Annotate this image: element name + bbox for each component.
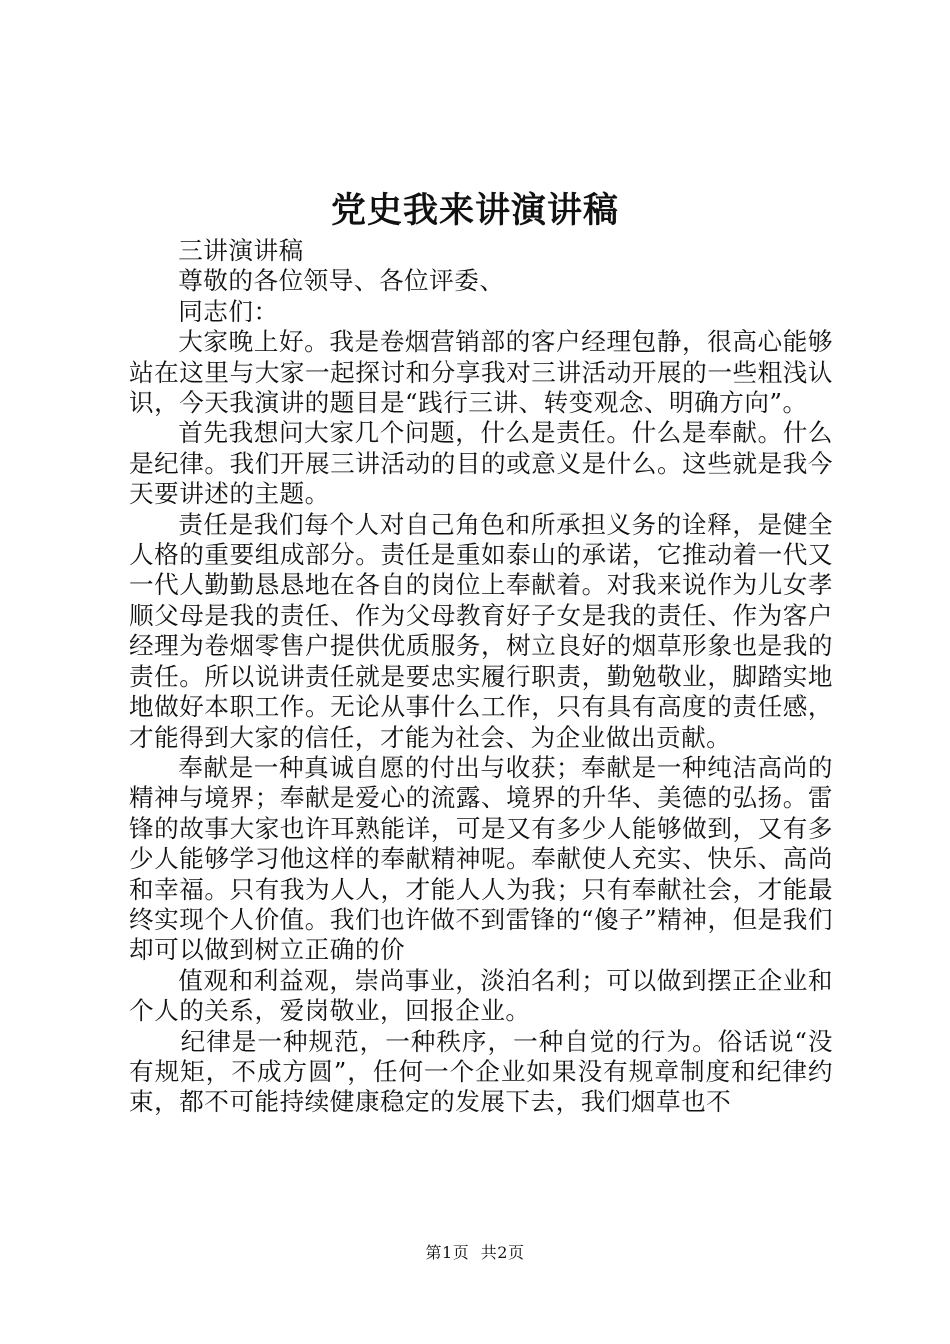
paragraph-subtitle: 三讲演讲稿 — [178, 236, 304, 265]
page-total: 共2页 — [480, 1243, 525, 1262]
paragraph-dedication: 奉献是一种真诚自愿的付出与收获；奉献是一种纯洁高尚的精神与境界；奉献是爱心的流露、境界的升华、美德的弘扬。雷锋的故事大家也许耳熟能详，可是又有多少人能够做到，又有多少人能够学习他这样的奉献精神呢。奉献使人充实、快乐、高尚和幸福。只有我为人人，才能人人为我；只有奉献社会，才能最终实现个人价值。我们也许做不到雷锋的“傻子”精神，但是我们却可以做到树立正确的价 — [129, 752, 833, 965]
paragraph-salutation: 尊敬的各位领导、各位评委、 — [178, 266, 505, 296]
paragraph-discipline: 纪律是一种规范，一种秩序，一种自觉的行为。俗话说“没有规矩，不成方圆”，任何一个企业如果没有规章制度和纪律约束，都不可能持续健康稳定的发展下去，我们烟草也不 — [129, 1026, 833, 1117]
paragraph-greeting: 大家晚上好。我是卷烟营销部的客户经理包静，很高心能够站在这里与大家一起探讨和分享我对三讲活动开展的一些粗浅认识，今天我演讲的题目是“践行三讲、转变观念、明确方向”。 — [129, 327, 833, 418]
paragraph-values: 值观和利益观，崇尚事业，淡泊名利；可以做到摆正企业和个人的关系，爱岗敬业，回报企业。 — [129, 965, 833, 1026]
document-body — [129, 236, 833, 1118]
paragraph-responsibility: 责任是我们每个人对自己角色和所承担义务的诠释，是健全人格的重要组成部分。责任是重如泰山的承诺，它推动着一代又一代人勤勤恳恳地在各自的岗位上奉献着。对我来说作为儿女孝顺父母是我的责任、作为父母教育好子女是我的责任、作为客户经理为卷烟零售户提供优质服务，树立良好的烟草形象也是我的责任。所以说讲责任就是要忠实履行职责，勤勉敬业，脚踏实地地做好本职工作。无论从事什么工作，只有具有高度的责任感，才能得到大家的信任，才能为社会、为企业做出贡献。 — [129, 509, 833, 752]
page-footer — [0, 1240, 950, 1263]
page-number: 第1页 — [425, 1243, 470, 1262]
page-title: 党史我来讲演讲稿 — [330, 190, 619, 231]
paragraph-questions: 首先我想问大家几个问题，什么是责任。什么是奉献。什么是纪律。我们开展三讲活动的目的或意义是什么。这些就是我今天要讲述的主题。 — [129, 418, 833, 509]
paragraph-salutation-cont: 同志们： — [178, 296, 279, 326]
